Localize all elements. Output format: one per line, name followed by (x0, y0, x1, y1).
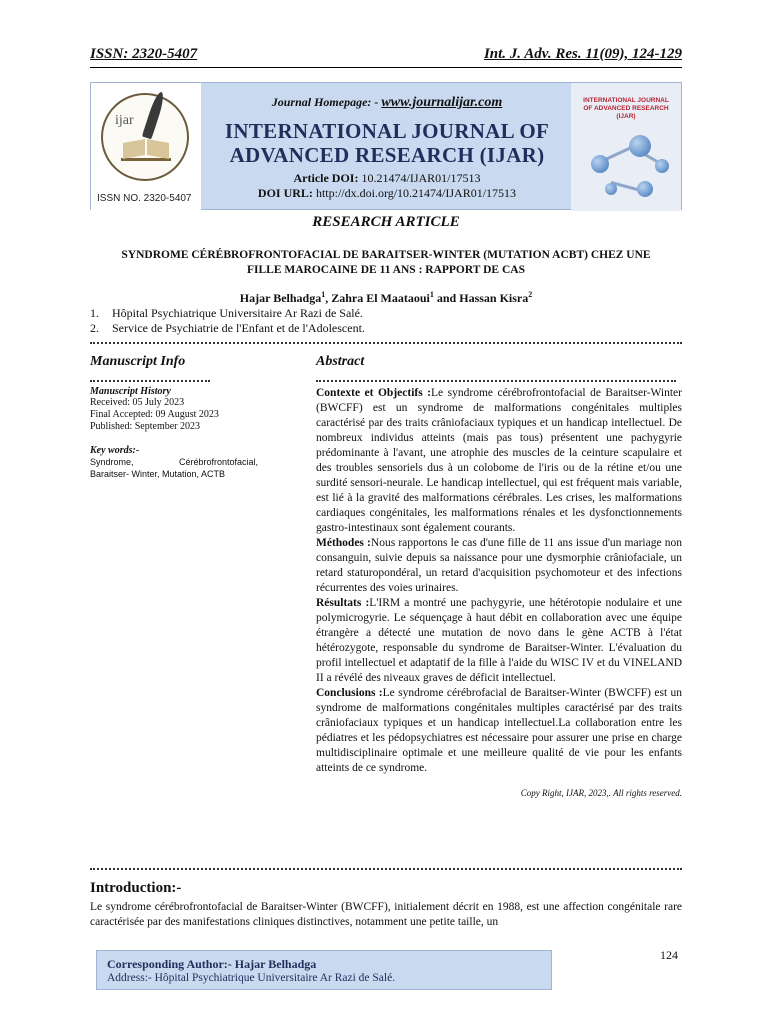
affiliation-list (90, 306, 365, 336)
section-title: RESEARCH ARTICLE (312, 214, 460, 230)
journal-cover-image (571, 83, 681, 211)
molecule-icon (655, 159, 669, 173)
abstract-paragraph (316, 386, 682, 536)
abstract-section (316, 354, 682, 798)
journal-homepage (201, 95, 573, 111)
journal-banner (90, 82, 682, 210)
introduction-text: Le syndrome cérébrofrontofacial de Baraitser-Winter (BWCFF), initialement décrit en 1988, est une affection congénitale rare caractérisée par des manifestations cliniques distinctives, notamment une petite taille, un (90, 901, 682, 928)
affiliation-text: Service de Psychiatrie de l'Enfant et de l'Adolescent. (112, 321, 365, 335)
abstract-text: Le syndrome cérébrofrontofacial de Baraitser-Winter (BWCFF) est un syndrome de malformations congénitales multiples caractérisé par des traits crâniofaciaux typiques et un handicap intellectuel. De nombreux individus atteints (mais pas tous) présentent une pachygyrie prédominante à l'avant, une atrophie des muscles de la ceinture scapulaire et des troubles sensoriels dus à un colobome de l'iris ou de la rétine et/ou une surdité sensori-neurale. Le handicap intellectuel, qui est fréquent mais variable, est lié à la gravité des malformations cérébrales. Les crises, les malformations cardiaques congénitales, les malformations rénales et les dysfonctionnements gastro-intestinaux sont également courants. (316, 387, 682, 534)
book-icon (121, 139, 171, 161)
affiliation-text: Hôpital Psychiatrique Universitaire Ar Razi de Salé. (112, 306, 363, 320)
author-name: Zahra El Maataoui (331, 291, 430, 305)
published-date: Published: September 2023 (90, 421, 200, 432)
cover-heading: INTERNATIONAL JOURNAL OF ADVANCED RESEARCH (IJAR) (583, 97, 669, 120)
doi-block (201, 171, 573, 201)
abstract-label: Méthodes : (316, 537, 371, 549)
keyword: Cérébrofrontofacial, (178, 457, 258, 467)
logo-issn: ISSN NO. 2320-5407 (97, 193, 192, 204)
manuscript-info (90, 354, 290, 480)
molecule-icon (637, 181, 653, 197)
introduction-heading: Introduction:- (90, 880, 182, 896)
logo-text: ijar (115, 113, 134, 128)
journal-logo (91, 83, 201, 211)
molecule-icon (591, 155, 609, 173)
running-header (90, 46, 682, 68)
homepage-link[interactable]: www.journalijar.com (381, 95, 503, 110)
author-name: Hajar Belhadga (239, 291, 322, 305)
author-affil-sup: 2 (528, 290, 533, 299)
article-title-line1: SYNDROME CÉRÉBROFRONTOFACIAL DE BARAITSER-WINTER (MUTATION ACBT) CHEZ UNE (121, 249, 651, 261)
keyword: Syndrome, (90, 457, 134, 467)
keywords-line (90, 456, 258, 468)
homepage-label: Journal Homepage: - (271, 95, 379, 109)
doi-value: 10.21474/IJAR01/17513 (361, 171, 481, 185)
author-affil-sup: 1 (321, 290, 326, 299)
abstract-text: L'IRM a montré une pachygyrie, une hétérotopie nodulaire et une polymicrogyrie. Le séquençage à haut débit en collaboration avec une équipe étrangère a détecté une mutation de novo dans le gène ACTB à l'état hétérozygote, responsable du syndrome de Baraitser-Winter. L'évaluation du profil intellectuel et adaptatif de la fille à l'aide du WISC IV et du VINELAND II a révélé des niveaux graves de déficit intellectuel. (316, 597, 682, 684)
manuscript-info-heading: Manuscript Info (90, 354, 186, 369)
affiliation-number: 1. (90, 306, 99, 320)
keywords-heading: Key words:- (90, 445, 140, 456)
journal-title-line1: INTERNATIONAL JOURNAL OF (224, 119, 550, 143)
molecule-icon (629, 135, 651, 157)
abstract-paragraph (316, 536, 682, 596)
abstract-heading: Abstract (316, 354, 365, 369)
banner-center (201, 83, 573, 211)
divider (90, 370, 210, 382)
author-affil-sup: 1 (429, 290, 434, 299)
issn-label: ISSN: 2320-5407 (90, 46, 198, 62)
author-name: Hassan Kisra (459, 291, 529, 305)
affiliation-item (90, 306, 365, 321)
affiliation-item (90, 321, 365, 336)
journal-title (201, 119, 573, 167)
section-divider (90, 866, 682, 870)
final-accepted-date: Final Accepted: 09 August 2023 (90, 409, 219, 420)
abstract-text: Le syndrome cérébrofacial de Baraitser-Winter (BWCFF) est un syndrome de malformations congénitales multiples caractérisé par des traits crâniofaciaux typiques et un handicap intellectuel.La collaboration entre les pédiatres et les pédopsychiatres est nécessaire pour assurer une prise en charge multidisciplinaire optimale et une meilleure qualité de vie pour les enfants atteints de ce syndrome. (316, 687, 682, 774)
page-number: 124 (660, 948, 678, 962)
journal-title-line2: ADVANCED RESEARCH (IJAR) (229, 143, 545, 167)
abstract-label: Conclusions : (316, 687, 383, 699)
article-title (90, 248, 682, 278)
corresponding-author-address: Address:- Hôpital Psychiatrique Universitaire Ar Razi de Salé. (107, 972, 396, 984)
corresponding-author-box (96, 950, 552, 990)
doi-url-link[interactable]: http://dx.doi.org/10.21474/IJAR01/17513 (315, 186, 517, 200)
section-divider (90, 340, 682, 344)
citation-label: Int. J. Adv. Res. 11(09), 124-129 (483, 46, 682, 62)
author-separator: , (325, 291, 332, 305)
affiliation-number: 2. (90, 321, 99, 335)
abstract-paragraph (316, 686, 682, 776)
doi-label: Article DOI: (293, 171, 359, 185)
molecule-icon (605, 183, 617, 195)
manuscript-history-heading: Manuscript History (90, 386, 171, 397)
doi-url-label: DOI URL: (257, 186, 313, 200)
article-title-line2: FILLE MAROCAINE DE 11 ANS : RAPPORT DE CAS (247, 264, 525, 276)
received-date: Received: 05 July 2023 (90, 397, 185, 408)
copyright-notice: Copy Right, IJAR, 2023,. All rights reserved. (520, 788, 682, 798)
abstract-label: Contexte et Objectifs : (316, 387, 432, 399)
corresponding-author-name: Corresponding Author:- Hajar Belhadga (107, 957, 317, 971)
author-list (90, 290, 682, 306)
author-separator: and (433, 291, 460, 305)
abstract-label: Résultats : (316, 597, 370, 609)
divider (316, 370, 676, 382)
keyword: Baraitser- Winter, Mutation, ACTB (90, 469, 226, 479)
abstract-paragraph (316, 596, 682, 686)
abstract-text: Nous rapportons le cas d'une fille de 11 ans issue d'un mariage non consanguin, suivie depuis sa naissance pour une dysmorphie crâniofaciale, un retard staturopondéral, un retard d'acquisition psychomoteur et des infections récurrentes des voies urinaires. (316, 537, 682, 594)
